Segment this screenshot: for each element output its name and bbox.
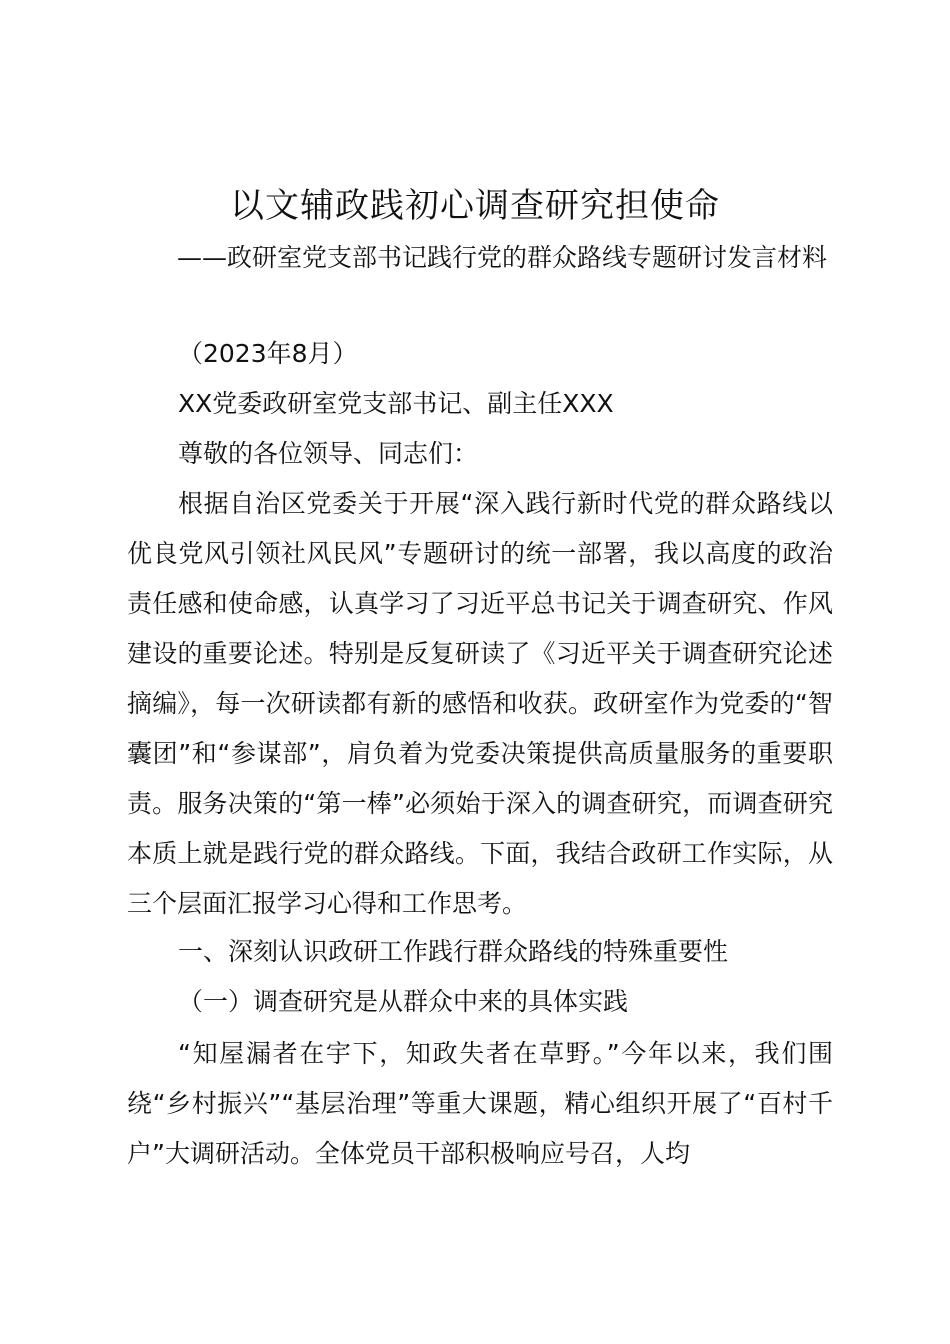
- salutation: 尊敬的各位领导、同志们：: [178, 439, 479, 468]
- paragraph-research: “知屋漏者在宇下，知政失者在草野。”今年以来，我们围绕“乡村振兴”“基层治理”等重大课题，精心组织开展了“百村千户”大调研活动。全体党员干部积极响应号召，人均: [127, 1039, 833, 1168]
- document-author: XX党委政研室党支部书记、副主任XXX: [178, 389, 614, 418]
- document-title: 以文辅政践初心调查研究担使命: [230, 186, 720, 226]
- section-heading-1: 一、深刻认识政研工作践行群众路线的特殊重要性: [178, 937, 729, 966]
- document-date: （2023年8月）: [178, 339, 358, 368]
- paragraph-intro: 根据自治区党委关于开展“深入践行新时代党的群众路线以优良党风引领社风民风”专题研讨的统一部署，我以高度的政治责任感和使命感，认真学习了习近平总书记关于调查研究、作风建设的重要论述。特别是反复研读了《习近平关于调查研究论述摘编》，每一次研读都有新的感悟和收获。政研室作为党委的“智囊团”和“参谋部”，肩负着为党委决策提供高质量服务的重要职责。服务决策的“第一棒”必须始于深入的调查研究，而调查研究本质上就是践行党的群众路线。下面，我结合政研工作实际，从三个层面汇报学习心得和工作思考。: [127, 489, 833, 918]
- document-subtitle: ——政研室党支部书记践行党的群众路线专题研讨发言材料: [177, 243, 828, 272]
- subsection-heading-1-1: （一）调查研究是从群众中来的具体实践: [178, 987, 629, 1016]
